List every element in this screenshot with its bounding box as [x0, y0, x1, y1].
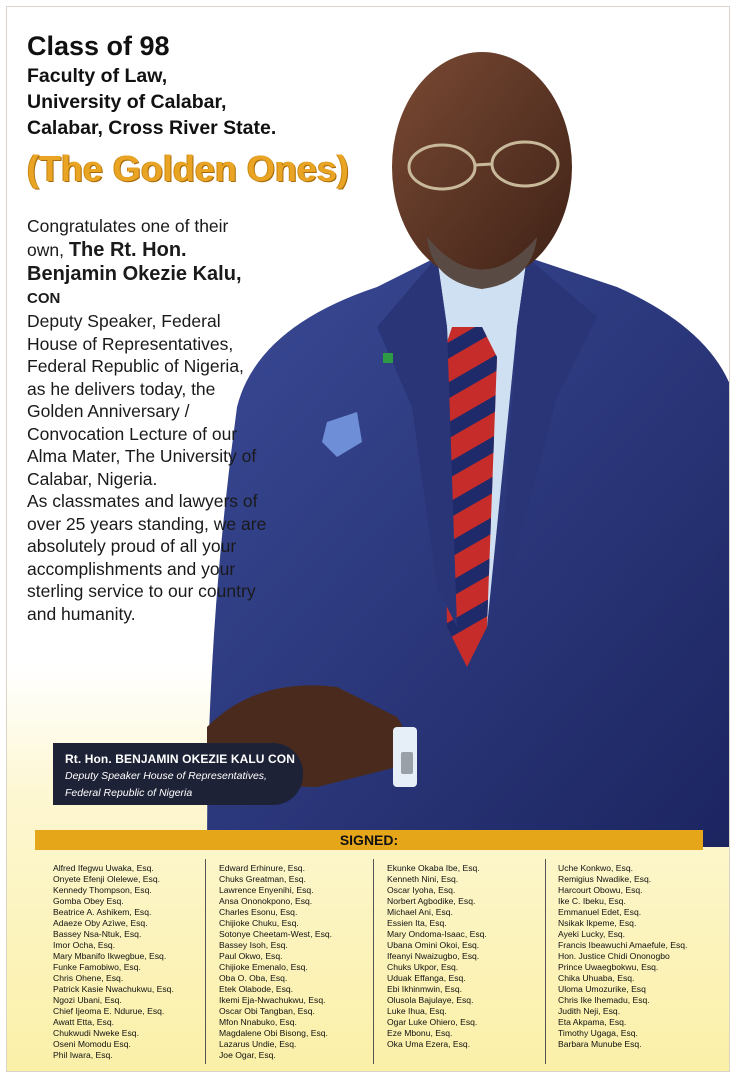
message-body: Deputy Speaker, Federal House of Representatives, Federal Republic of Nigeria, as he delivers today, the Golden Anniversary / Convocation Lecture of our Alma Mater, The University of Calabar, Nigeria. — [27, 311, 257, 489]
signatory-name: Chris Ike Ihemadu, Esq. — [558, 995, 650, 1005]
signatory-name: Bassey Isoh, Esq. — [219, 940, 288, 950]
signatory-name: Uduak Effanga, Esq. — [387, 973, 466, 983]
signatory-name: Timothy Ugaga, Esq. — [558, 1028, 638, 1038]
signatory-name: Uche Konkwo, Esq. — [558, 863, 633, 873]
signatory-name: Ikemi Eja-Nwachukwu, Esq. — [219, 995, 326, 1005]
signatory-name: Olusola Bajulaye, Esq. — [387, 995, 474, 1005]
signatory-name: Eta Akpama, Esq. — [558, 1017, 627, 1027]
signatory-name: Chika Uhuaba, Esq. — [558, 973, 635, 983]
message-intro: Congratulates one of their own, — [27, 216, 229, 260]
signatory-name: Kenneth Nini, Esq. — [387, 874, 459, 884]
signatory-name: Remigius Nwadike, Esq. — [558, 874, 652, 884]
signatory-name: Harcourt Obowu, Esq. — [558, 885, 643, 895]
signatory-name: Judith Neji, Esq. — [558, 1006, 621, 1016]
advertisement-page — [6, 6, 730, 1072]
signatory-name: Phil Iwara, Esq. — [53, 1050, 113, 1060]
honoree-suffix: CON — [27, 289, 61, 307]
signatory-name: Patrick Kasie Nwachukwu, Esq. — [53, 984, 174, 994]
signatory-name: Lazarus Undie, Esq. — [219, 1039, 297, 1049]
congratulation-message — [27, 215, 267, 625]
honoree-name: The Rt. Hon. Benjamin Okezie Kalu, — [27, 238, 242, 285]
signatory-name: Awatt Etta, Esq. — [53, 1017, 114, 1027]
signatory-name: Paul Okwo, Esq. — [219, 951, 283, 961]
photo-caption — [53, 743, 303, 805]
signatory-name: Chief Ijeoma E. Ndurue, Esq. — [53, 1006, 165, 1016]
location-line: Calabar, Cross River State. — [27, 117, 277, 139]
signatory-name: Imor Ocha, Esq. — [53, 940, 116, 950]
signatory-name: Chukwudi Nweke Esq. — [53, 1028, 139, 1038]
signatory-name: Oseni Momodu Esq. — [53, 1039, 131, 1049]
signatory-name: Nsikak Ikpeme, Esq. — [558, 918, 637, 928]
caption-name: Rt. Hon. BENJAMIN OKEZIE KALU CON — [65, 752, 295, 766]
signatory-name: Ayeki Lucky, Esq. — [558, 929, 626, 939]
signatory-name: Chuks Ukpor, Esq. — [387, 962, 459, 972]
signatory-name: Beatrice A. Ashikem, Esq. — [53, 907, 152, 917]
signatory-name: Adaeze Oby Azìwe, Esq. — [53, 918, 148, 928]
signatory-name: Chris Ohene, Esq. — [53, 973, 124, 983]
signatory-name: Kennedy Thompson, Esq. — [53, 885, 152, 895]
signatory-name: Edward Erhinure, Esq. — [219, 863, 305, 873]
signatory-name: Joe Ogar, Esq. — [219, 1050, 276, 1060]
signatory-name: Gomba Obey Esq. — [53, 896, 124, 906]
signatory-name: Ubana Omini Okoi, Esq. — [387, 940, 480, 950]
golden-ones-tagline: (The Golden Ones) — [27, 148, 350, 189]
signatory-name: Chijioke Emenalo, Esq. — [219, 962, 308, 972]
signatory-name: Onyete Efenji Olelewe, Esq. — [53, 874, 160, 884]
signatory-name: Norbert Agbodike, Esq. — [387, 896, 476, 906]
signatory-name: Etek Olabode, Esq. — [219, 984, 294, 994]
signatory-name: Francis Ibeawuchi Amaefule, Esq. — [558, 940, 688, 950]
caption-role-line-1: Deputy Speaker House of Representatives, — [65, 770, 267, 782]
signatory-name: Luke Ihua, Esq. — [387, 1006, 447, 1016]
header-block — [27, 29, 387, 191]
signatory-name: Oscar Obi Tangban, Esq. — [219, 1006, 315, 1016]
caption-role-line-2: Federal Republic of Nigeria — [65, 787, 193, 799]
signatory-name: Mfon Nnabuko, Esq. — [219, 1017, 297, 1027]
signatory-name: Barbara Munube Esq. — [558, 1039, 642, 1049]
signatory-column-1 — [53, 863, 174, 1061]
message-body-2: As classmates and lawyers of over 25 years standing, we are absolutely proud of all your accomplishments and your sterling service to our country and humanity. — [27, 491, 267, 624]
signatory-name: Oscar Iyoha, Esq. — [387, 885, 456, 895]
signatory-name: Charles Esonu, Esq. — [219, 907, 298, 917]
signatory-name: Mary Ondoma-Isaac, Esq. — [387, 929, 487, 939]
signatory-name: Uloma Umozurike, Esq — [558, 984, 646, 994]
signatory-name: Sotonye Cheetam-West, Esq. — [219, 929, 333, 939]
signatory-name: Bassey Nsa-Ntuk, Esq. — [53, 929, 142, 939]
signatory-name: Ngozi Ubani, Esq. — [53, 995, 122, 1005]
signatory-name: Mary Mbanifo Ikwegbue, Esq. — [53, 951, 167, 961]
signatory-name: Michael Ani, Esq. — [387, 907, 453, 917]
signatory-name: Eze Mbonu, Esq. — [387, 1028, 453, 1038]
signatory-name: Chuks Greatman, Esq. — [219, 874, 306, 884]
class-title: Class of 98 — [27, 31, 170, 61]
faculty-line: Faculty of Law, — [27, 65, 168, 87]
signatory-column-2 — [219, 863, 332, 1061]
signatory-name: Ekunke Okaba Ibe, Esq. — [387, 863, 480, 873]
signatory-name: Ifeanyi Nwaizugbo, Esq. — [387, 951, 480, 961]
signatory-name: Funke Famobiwo, Esq. — [53, 962, 141, 972]
signatory-name: Ike C. Ibeku, Esq. — [558, 896, 626, 906]
signatory-name: Alfred Ifegwu Uwaka, Esq. — [53, 863, 154, 873]
signatory-column-4 — [558, 863, 687, 1050]
signatory-name: Ebi Ikhinmwin, Esq. — [387, 984, 462, 994]
column-divider — [545, 859, 546, 1064]
signatory-name: Chijioke Chuku, Esq. — [219, 918, 299, 928]
signatory-name: Oka Uma Ezera, Esq. — [387, 1039, 471, 1049]
signatory-name: Essien Ita, Esq. — [387, 918, 447, 928]
signatory-name: Emmanuel Edet, Esq. — [558, 907, 642, 917]
signatory-name: Ansa Ononokpono, Esq. — [219, 896, 313, 906]
signatory-name: Hon. Justice Chidi Ononogbo — [558, 951, 670, 961]
column-divider — [373, 859, 374, 1064]
signatory-name: Lawrence Enyenihi, Esq. — [219, 885, 314, 895]
column-divider — [205, 859, 206, 1064]
signatory-name: Ogar Luke Ohiero, Esq. — [387, 1017, 478, 1027]
signatory-name: Prince Uwaegbokwu, Esq. — [558, 962, 659, 972]
signatory-column-3 — [387, 863, 487, 1050]
signed-bar: SIGNED: — [35, 830, 703, 850]
signatory-name: Oba O. Oba, Esq. — [219, 973, 288, 983]
university-line: University of Calabar, — [27, 91, 227, 113]
signatory-name: Magdalene Obi Bisong, Esq. — [219, 1028, 328, 1038]
